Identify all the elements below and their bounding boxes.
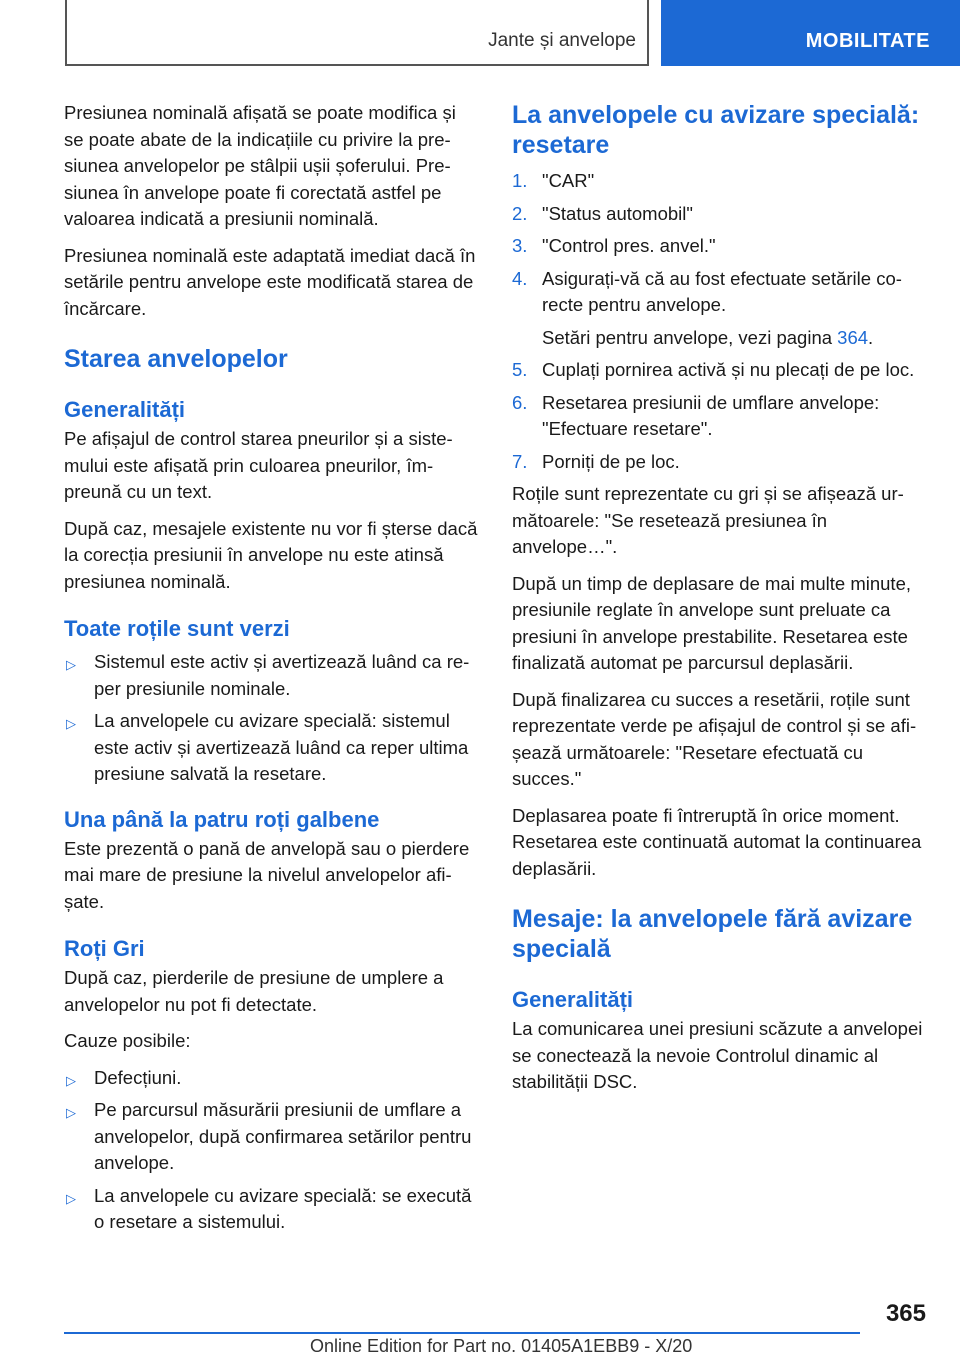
header-divider-left bbox=[65, 0, 67, 66]
header-divider-mid bbox=[647, 0, 649, 66]
triangle-bullet-icon: ▷ bbox=[66, 716, 76, 731]
heading-roti-gri: Roți Gri bbox=[64, 936, 145, 961]
page-reference-link[interactable]: 364 bbox=[837, 326, 869, 348]
step-number: 6. bbox=[512, 391, 528, 413]
list-item: ▷ Pe parcursul măsurării presiunii de umflare a anvelopelor, după confirmarea setărilor pentru anvelope. bbox=[66, 1099, 472, 1173]
step-sub-note: Setări pentru anvelope, vezi pagina 364. bbox=[542, 326, 874, 348]
heading-generalitati: Generalități bbox=[64, 397, 186, 422]
header-divider-bottom bbox=[65, 64, 649, 66]
heading-toate-rotile-verzi: Toate roțile sunt verzi bbox=[64, 616, 290, 641]
heading-roti-galbene: Una până la patru roți galbene bbox=[64, 806, 380, 832]
chapter-tab[interactable] bbox=[661, 0, 960, 66]
page-number: 365 bbox=[885, 1300, 926, 1327]
paragraph: După caz, pierderile de presiune de umplere a anvelopelor nu pot fi detectate. bbox=[64, 967, 444, 1015]
list-item: ▷ Defecțiuni. bbox=[64, 1065, 478, 1092]
possible-causes-list bbox=[64, 1065, 478, 1236]
paragraph: La comunicarea unei presiuni scăzute a anvelopei se conectează la nevoie Controlul dinamic al stabilității DSC. bbox=[512, 1018, 923, 1092]
step-number: 3. bbox=[512, 235, 528, 256]
footer-edition: Online Edition for Part no. 01405A1EBB9 - X/20 bbox=[310, 1336, 693, 1356]
footer-divider bbox=[64, 1332, 860, 1334]
section-title: Jante și anvelope bbox=[488, 30, 636, 51]
step-item: 1. "CAR" bbox=[512, 168, 926, 195]
triangle-bullet-icon: ▷ bbox=[66, 1072, 76, 1088]
list-item: ▷ La anvelopele cu avizare specială: sistemul este activ și avertizează luând ca reper ultima presiune salvată la resetare. bbox=[66, 710, 469, 784]
triangle-bullet-icon: ▷ bbox=[66, 1105, 76, 1120]
reset-steps-list bbox=[512, 168, 926, 475]
paragraph: După un timp de deplasare de mai multe minute, presiunile reglate în anvelope sunt preluate ca presiuni în anvelope prestabilite. Resetarea este finalizată automat pe parcursul deplasării. bbox=[512, 572, 911, 673]
heading-starea-anvelopelor: Starea anvelopelor bbox=[64, 345, 288, 373]
step-number: 1. bbox=[512, 170, 528, 191]
paragraph: Pe afișajul de control starea pneurilor și a sistemului este afișată prin culoarea pneurilor, împreună cu un text. bbox=[64, 428, 453, 502]
step-number: 5. bbox=[512, 359, 528, 380]
heading-generalitati-2: Generalități bbox=[512, 987, 634, 1012]
left-column bbox=[64, 100, 478, 1246]
heading-resetare: La anvelopele cu avizare specială: resetare bbox=[512, 101, 920, 159]
paragraph: Este prezentă o pană de anvelopă sau o pierdere mai mare de presiune la nivelul anvelopelor afișate. bbox=[64, 837, 470, 912]
step-item: 3. "Control pres. anvel." bbox=[512, 233, 926, 260]
step-item: 5. Cuplați pornirea activă și nu plecați de pe loc. bbox=[512, 357, 926, 384]
paragraph: Deplasarea poate fi întreruptă în orice moment. Resetarea este continuată automat la continuarea deplasării. bbox=[512, 804, 922, 879]
green-wheels-list bbox=[64, 649, 478, 788]
right-column bbox=[512, 100, 926, 1106]
list-item: ▷ Sistemul este activ și avertizează luând ca reper presiunile nominale. bbox=[66, 651, 470, 699]
step-item: 6. Resetarea presiunii de umflare anvelope: "Efectuare resetare". bbox=[512, 391, 880, 439]
step-number: 4. bbox=[512, 267, 528, 289]
paragraph: Roțile sunt reprezentate cu gri și se afișează următoarele: "Se resetează presiunea în anvelope…". bbox=[512, 483, 904, 557]
step-item: 2. "Status automobil" bbox=[512, 201, 926, 228]
paragraph: Presiunea nominală este adaptată imediat dacă în setările pentru anvelope este modificată starea de încărcare. bbox=[64, 244, 476, 319]
heading-mesaje: Mesaje: la anvelopele fără avizare specială bbox=[512, 905, 913, 963]
page-header bbox=[0, 0, 960, 66]
paragraph: După finalizarea cu succes a resetării, roțile sunt reprezentate verde pe afișajul de control și se afișează următoarele: "Resetare efectuată cu succes." bbox=[512, 688, 917, 789]
paragraph: Presiunea nominală afișată se poate modifica și se poate abate de la indicațiile cu privire la presiunea anvelopelor pe stâlpii ușii șoferului. Presiunea în anvelope poate fi corectată astfel pe valoarea indicată a presiunii nominală. bbox=[64, 102, 456, 229]
list-item: ▷ La anvelopele cu avizare specială: se execută o resetare a sistemului. bbox=[66, 1184, 472, 1232]
step-number: 7. bbox=[512, 450, 528, 472]
triangle-bullet-icon: ▷ bbox=[66, 1190, 76, 1206]
step-item: 7. Porniți de pe loc. bbox=[512, 449, 926, 476]
paragraph: După caz, mesajele existente nu vor fi șterse dacă la corecția presiunii în anvelope nu este atinsă presiunea nominală. bbox=[64, 517, 478, 592]
step-number: 2. bbox=[512, 202, 528, 224]
triangle-bullet-icon: ▷ bbox=[66, 657, 76, 672]
step-item: 4. Asigurați-vă că au fost efectuate setările corecte pentru anvelope. Setări pentru anvelope, vezi pagina 364. bbox=[512, 266, 926, 352]
chapter-tab-label: MOBILITATE bbox=[805, 30, 930, 52]
paragraph: Cauze posibile: bbox=[64, 1030, 191, 1051]
